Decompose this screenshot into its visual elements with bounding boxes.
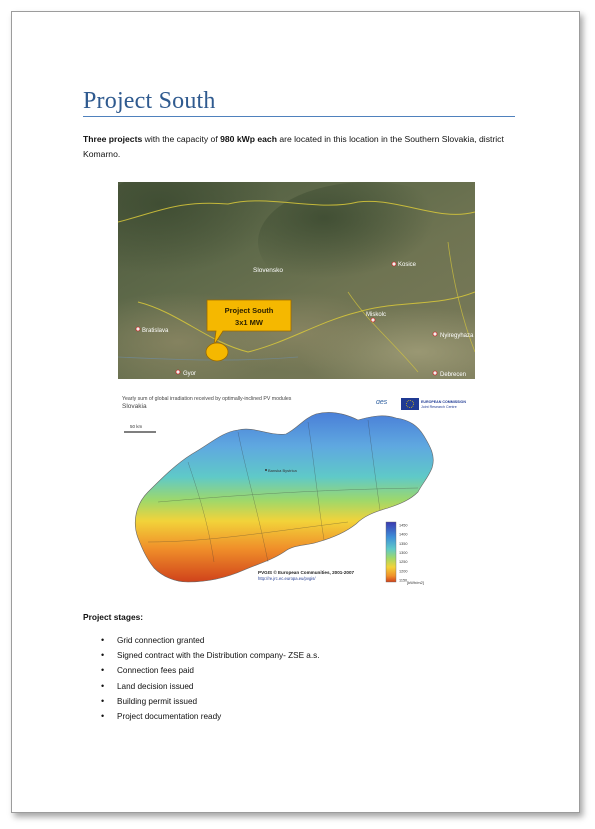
radiation-title-line-1: Yearly sum of global irradiation received by optimally-inclined PV modules bbox=[122, 396, 292, 402]
irradiation-legend-bar bbox=[386, 522, 396, 582]
intro-paragraph bbox=[83, 132, 513, 162]
map-label-debrecen: Debrecen bbox=[440, 372, 467, 378]
callout-line-1: Project South bbox=[224, 306, 274, 315]
satellite-map bbox=[118, 182, 475, 379]
map-label-nyiregyhaza: Nyiregyhaza bbox=[440, 333, 474, 339]
legend-tick-label: 1350 bbox=[399, 541, 408, 546]
center-city-label: Banska Bystrica bbox=[268, 468, 297, 473]
title-underline bbox=[83, 116, 515, 117]
stage-label: Signed contract with the Distribution company- ZSE a.s. bbox=[117, 651, 320, 661]
logo-text: EUROPEAN COMMISSION bbox=[421, 400, 466, 404]
radiation-map bbox=[118, 392, 475, 587]
intro-text-1: with the capacity of bbox=[142, 134, 221, 144]
radiation-title-line-2: Slovakia bbox=[122, 403, 147, 410]
map-label-gyor: Gyor bbox=[183, 371, 197, 377]
stage-item bbox=[101, 709, 320, 724]
stages-list bbox=[101, 633, 320, 724]
scale-label: 50 km bbox=[130, 424, 143, 429]
stage-item bbox=[101, 663, 320, 678]
legend-tick-label: 1200 bbox=[399, 569, 408, 574]
jrc-logo-icon: ɑes bbox=[376, 399, 388, 406]
stage-item bbox=[101, 648, 320, 663]
source-line-2: http://re.jrc.ec.europa.eu/pvgis/ bbox=[258, 576, 316, 581]
stage-item bbox=[101, 633, 320, 648]
stage-label: Building permit issued bbox=[117, 696, 198, 706]
stage-label: Grid connection granted bbox=[117, 636, 205, 645]
bullet-icon: • bbox=[101, 665, 105, 676]
map-label-bratislava: Bratislava bbox=[142, 328, 169, 334]
bullet-icon: • bbox=[101, 695, 105, 706]
bullet-icon: • bbox=[101, 635, 105, 645]
stage-item bbox=[101, 694, 320, 709]
project-location-marker bbox=[206, 343, 228, 361]
map-label-kosice: Kosice bbox=[398, 262, 417, 268]
page-title: Project South bbox=[83, 88, 216, 114]
map-label-miskolc: Miskolc bbox=[366, 312, 387, 318]
satellite-map-image bbox=[118, 182, 475, 379]
stage-label: Project documentation ready bbox=[117, 712, 222, 722]
intro-text-2: are located in this location in the Southern Slovakia, district Komarno. bbox=[83, 134, 504, 159]
bullet-icon: • bbox=[101, 680, 105, 691]
bullet-icon: • bbox=[101, 711, 105, 722]
intro-bold-projects: Three projects bbox=[83, 134, 143, 144]
stage-label: Land decision issued bbox=[117, 681, 194, 691]
legend-tick-label: 1250 bbox=[399, 560, 408, 565]
stages-heading: Project stages: bbox=[83, 612, 144, 622]
eu-flag-icon bbox=[401, 398, 419, 410]
source-line-1: PVGIS © European Communities, 2001-2007 bbox=[258, 570, 355, 575]
legend-tick-label: 1300 bbox=[399, 551, 408, 555]
legend-tick-label: 1150 bbox=[399, 578, 408, 583]
document-page bbox=[11, 11, 580, 813]
stage-item bbox=[101, 679, 320, 694]
bullet-icon: • bbox=[101, 650, 105, 661]
intro-bold-capacity: 980 kWp each bbox=[220, 134, 277, 144]
stage-label: Connection fees paid bbox=[117, 666, 194, 676]
radiation-map-image bbox=[118, 392, 475, 587]
callout-line-2: 3x1 MW bbox=[235, 318, 263, 327]
logo-subtext: Joint Research Centre bbox=[421, 405, 457, 409]
legend-unit: [kWh/m2] bbox=[407, 580, 424, 585]
legend-tick-label: 1450 bbox=[399, 523, 408, 528]
legend-tick-label: 1400 bbox=[399, 532, 408, 537]
map-label-slovensko: Slovensko bbox=[253, 267, 283, 274]
